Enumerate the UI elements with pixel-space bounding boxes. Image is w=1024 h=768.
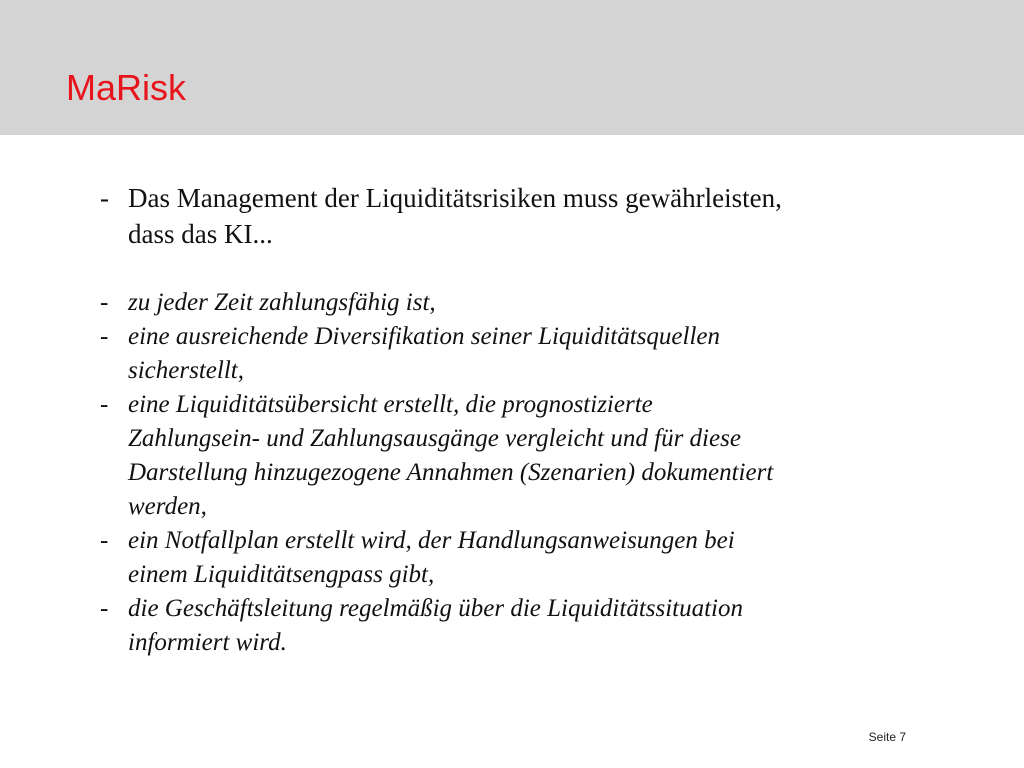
bullet-dash: - bbox=[100, 183, 109, 213]
list-item-line: sicherstellt, bbox=[128, 357, 244, 384]
list-item-line: Zahlungsein- und Zahlungsausgänge vergleicht und für diese bbox=[128, 425, 741, 452]
list-item-text bbox=[128, 388, 940, 524]
list-item-text bbox=[128, 320, 940, 388]
list-item-line: eine ausreichende Diversifikation seiner Liquiditätsquellen bbox=[128, 323, 721, 350]
page-number: Seite 7 bbox=[868, 730, 906, 744]
list-item-line: Darstellung hinzugezogene Annahmen (Szenarien) dokumentiert bbox=[128, 459, 774, 486]
intro-line: Das Management der Liquiditätsrisiken muss gewährleisten, bbox=[128, 183, 782, 213]
list-item-text bbox=[128, 286, 940, 320]
bullet-dash: - bbox=[100, 527, 109, 554]
list-item bbox=[100, 592, 940, 660]
list-item-line: informiert wird. bbox=[128, 629, 287, 656]
list-item-line: eine Liquiditätsübersicht erstellt, die prognostizierte bbox=[128, 391, 653, 418]
bullet-dash: - bbox=[100, 595, 109, 622]
bullet-dash: - bbox=[100, 391, 109, 418]
list-item bbox=[100, 388, 940, 524]
list-item-line: einem Liquiditätsengpass gibt, bbox=[128, 561, 435, 588]
bullet-dash: - bbox=[100, 323, 109, 350]
list-item-line: ein Notfallplan erstellt wird, der Handlungsanweisungen bei bbox=[128, 527, 735, 554]
intro-line: dass das KI... bbox=[128, 219, 273, 249]
list-item-text bbox=[128, 524, 940, 592]
list-item-text bbox=[128, 592, 940, 660]
intro-item bbox=[100, 180, 940, 252]
intro-text bbox=[128, 180, 940, 252]
bullet-dash: - bbox=[100, 289, 109, 316]
list-item-line: die Geschäftsleitung regelmäßig über die Liquiditätssituation bbox=[128, 595, 744, 622]
list-item-line: werden, bbox=[128, 493, 207, 520]
list-item bbox=[100, 286, 940, 320]
slide-content bbox=[100, 180, 940, 660]
slide-title: MaRisk bbox=[66, 67, 187, 108]
list-item bbox=[100, 524, 940, 592]
list-item-line: zu jeder Zeit zahlungsfähig ist, bbox=[128, 289, 436, 316]
list-item bbox=[100, 320, 940, 388]
